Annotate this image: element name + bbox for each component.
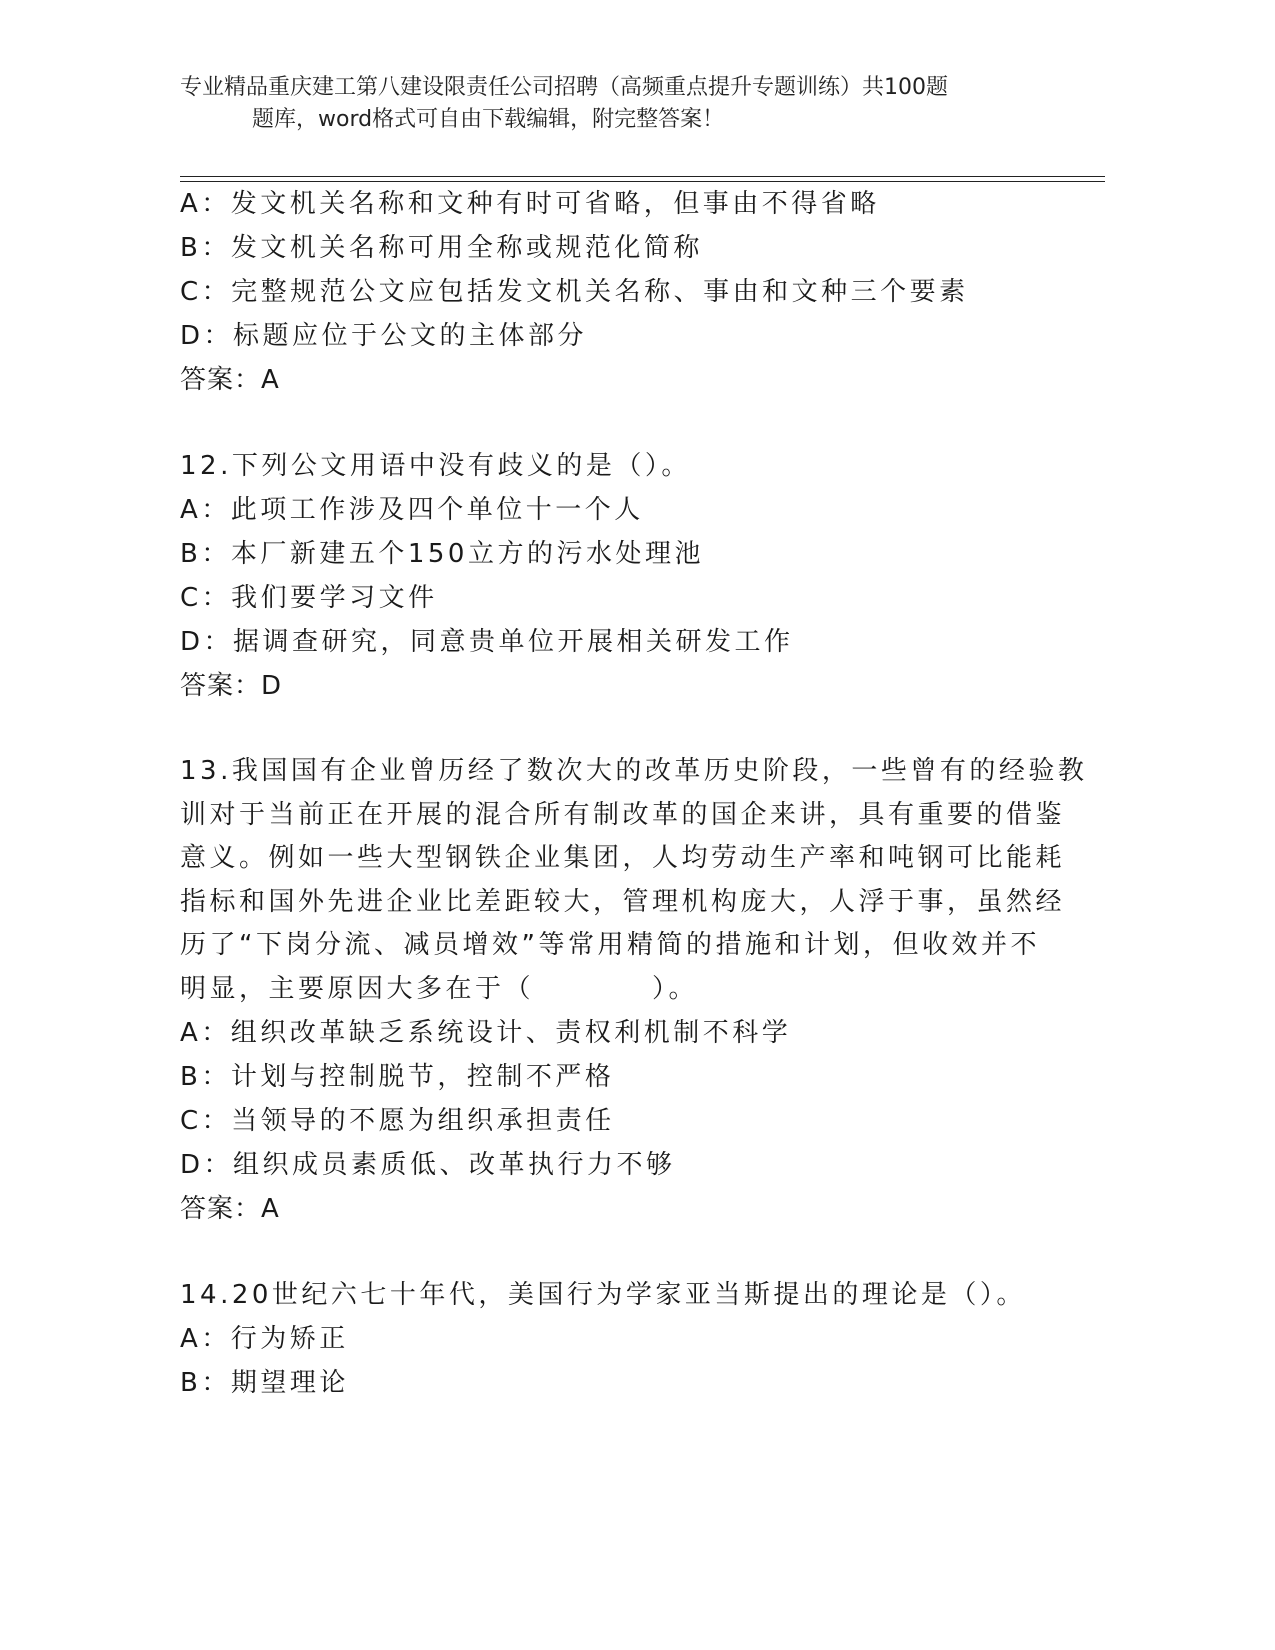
- question-stem-line: 13.我国国有企业曾历经了数次大的改革历史阶段，一些曾有的经验教: [180, 756, 1088, 786]
- question-stem-line: 明显，主要原因大多在于（ ）。: [180, 973, 699, 1004]
- option-d: D：标题应位于公文的主体部分: [180, 321, 588, 351]
- option-c: C：当领导的不愿为组织承担责任: [180, 1106, 615, 1136]
- option-b: B：发文机关名称可用全称或规范化简称: [180, 233, 703, 263]
- spacer: [180, 402, 1040, 444]
- spacer: [180, 708, 1040, 750]
- option-b: B：计划与控制脱节，控制不严格: [180, 1062, 615, 1092]
- option-a: A：组织改革缺乏系统设计、责权利机制不科学: [180, 1018, 792, 1048]
- option-b: B：本厂新建五个150立方的污水处理池: [180, 539, 704, 569]
- question-13: [180, 750, 1088, 1231]
- option-a: A：发文机关名称和文种有时可省略，但事由不得省略: [180, 189, 880, 219]
- header-line-2: 题库，word格式可自由下载编辑，附完整答案！: [252, 107, 725, 132]
- question-stem-line: 意义。例如一些大型钢铁企业集团，人均劳动生产率和吨钢可比能耗: [180, 843, 1066, 873]
- question-stem: 12.下列公文用语中没有歧义的是（）。: [180, 451, 691, 481]
- option-c: C：完整规范公文应包括发文机关名称、事由和文种三个要素: [180, 277, 969, 307]
- question-stem-line: 历了“下岗分流、减员增效”等常用精简的措施和计划，但收效并不: [180, 930, 1040, 960]
- question-stem: 14.20世纪六七十年代，美国行为学家亚当斯提出的理论是（）。: [180, 1280, 1026, 1310]
- question-stem-line: 指标和国外先进企业比差距较大，管理机构庞大，人浮于事，虽然经: [180, 886, 1066, 917]
- document-header: [180, 72, 1040, 136]
- question-12: [180, 444, 1040, 708]
- question-stem-line: 训对于当前正在开展的混合所有制改革的国企来讲，具有重要的借鉴: [180, 799, 1066, 830]
- question-content: [180, 182, 1088, 1405]
- option-d: D：据调查研究，同意贵单位开展相关研发工作: [180, 627, 794, 657]
- header-line-1: 专业精品重庆建工第八建设限责任公司招聘（高频重点提升专题训练）共100题: [180, 75, 948, 100]
- option-a: A：行为矫正: [180, 1324, 349, 1354]
- option-b: B：期望理论: [180, 1368, 349, 1398]
- question-11-continuation: [180, 182, 1040, 402]
- option-a: A：此项工作涉及四个单位十一个人: [180, 495, 644, 525]
- answer: 答案：A: [180, 365, 280, 395]
- answer: 答案：D: [180, 671, 283, 701]
- spacer: [180, 1231, 1040, 1273]
- option-c: C：我们要学习文件: [180, 583, 438, 613]
- option-d: D：组织成员素质低、改革执行力不够: [180, 1150, 676, 1180]
- header-rule-top: [180, 176, 1105, 177]
- answer: 答案：A: [180, 1194, 280, 1224]
- question-14: [180, 1273, 1040, 1405]
